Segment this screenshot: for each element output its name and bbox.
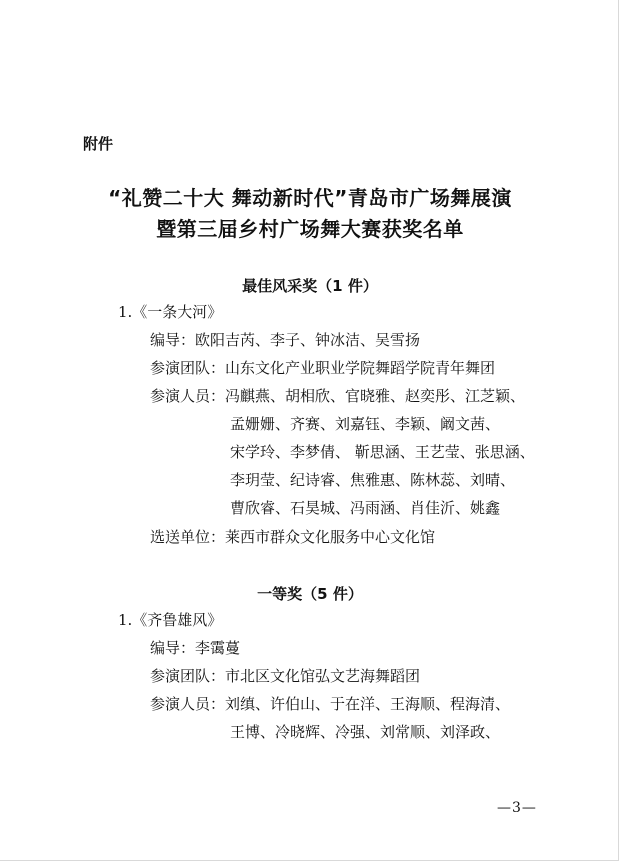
unit-label: 选送单位： [150, 528, 226, 546]
performers-label: 参演人员： [150, 695, 226, 713]
attachment-label: 附件 [83, 135, 114, 153]
director-names: 欧阳吉芮、李子、钟冰洁、吴雪扬 [195, 331, 421, 349]
team-name: 山东文化产业职业学院舞蹈学院青年舞团 [225, 359, 496, 377]
director-line [150, 330, 420, 350]
team-label: 参演团队： [150, 667, 226, 685]
title-line-2: 暨第三届乡村广场舞大赛获奖名单 [156, 217, 464, 241]
performers-names: 宋学玲、李梦倩、 靳思涵、王艺莹、张思涵、 [230, 443, 535, 461]
entry-title: 1.《齐鲁雄风》 [118, 611, 223, 629]
unit-name: 莱西市群众文化服务中心文化馆 [225, 528, 436, 546]
performers-names: 刘缜、许伯山、于在洋、王海顺、程海清、 [225, 695, 511, 713]
section-heading-first-prize: 一等奖（5 件） [257, 585, 363, 603]
entry-title: 1.《一条大河》 [118, 303, 223, 321]
performers-names: 王博、冷晓辉、冷强、刘常顺、刘泽政、 [230, 723, 501, 741]
team-line [150, 358, 495, 378]
director-line [150, 638, 240, 658]
unit-line [150, 527, 435, 547]
performers-names: 冯麒燕、胡相欣、官晓雅、赵奕彤、江芝颖、 [225, 387, 526, 405]
team-label: 参演团队： [150, 359, 226, 377]
director-label: 编导： [150, 639, 196, 657]
team-name: 市北区文化馆弘文艺海舞蹈团 [225, 667, 421, 685]
page-number: —3— [497, 800, 537, 816]
performers-line [150, 386, 525, 406]
director-label: 编导： [150, 331, 196, 349]
performers-label: 参演人员： [150, 387, 226, 405]
performers-names: 孟姗姗、齐赛、刘嘉钰、李颖、阚文茜、 [230, 415, 501, 433]
performers-names: 李玥莹、纪诗睿、焦雅惠、陈林蕊、刘晴、 [230, 471, 516, 489]
title-line-1: “礼赞二十大 舞动新时代”青岛市广场舞展演 [108, 186, 512, 210]
performers-names: 曹欣睿、石昊城、冯雨涵、肖佳沂、姚鑫 [230, 499, 501, 517]
director-names: 李霭蔓 [195, 639, 241, 657]
team-line [150, 666, 420, 686]
performers-line [150, 694, 510, 714]
section-heading-best-style: 最佳风采奖（1 件） [242, 277, 378, 295]
